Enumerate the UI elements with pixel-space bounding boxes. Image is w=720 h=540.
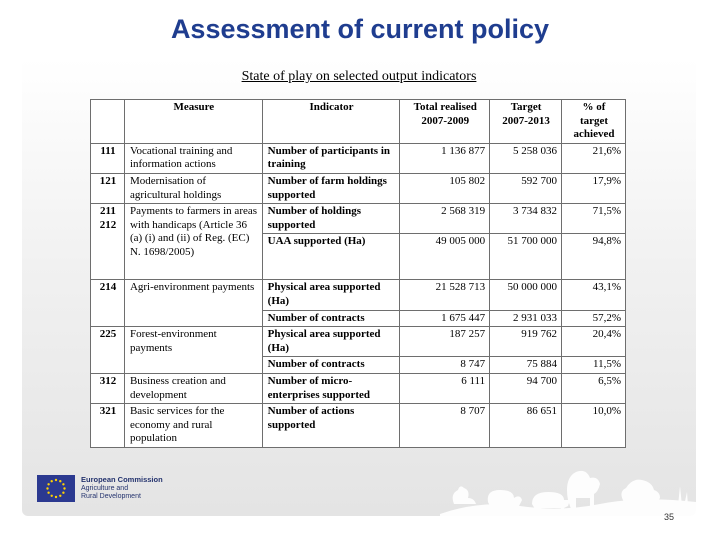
table-row <box>91 280 626 310</box>
table-row <box>91 327 626 357</box>
measure-code-line2: 212 <box>99 218 117 231</box>
header-measure: Measure <box>124 100 262 144</box>
measure-code-line1: 211 <box>100 205 116 218</box>
header-target <box>490 100 562 144</box>
measure-name: Agri-environment payments <box>124 280 262 327</box>
percent-achieved-value: 11,5% <box>562 357 626 374</box>
total-realised-value: 8 707 <box>400 404 490 448</box>
header-pct-line1: % of <box>582 101 606 113</box>
total-realised-value: 6 111 <box>400 373 490 403</box>
header-total-realised <box>400 100 490 144</box>
measure-code: 321 <box>91 404 125 448</box>
indicator-name: Physical area supported (Ha) <box>262 327 400 357</box>
measure-name: Basic services for the economy and rural population <box>124 404 262 448</box>
total-realised-value: 8 747 <box>400 357 490 374</box>
target-value: 94 700 <box>490 373 562 403</box>
target-value: 592 700 <box>490 173 562 203</box>
farm-animals-illustration <box>440 456 696 516</box>
indicator-name: UAA supported (Ha) <box>262 234 400 280</box>
header-total-line2: 2007-2009 <box>421 114 470 127</box>
hen-silhouette <box>453 486 476 504</box>
measure-name: Forest-environment payments <box>124 327 262 374</box>
table-header-row <box>91 100 626 144</box>
target-value: 2 931 033 <box>490 310 562 327</box>
measure-code: 111 <box>91 143 125 173</box>
target-value: 3 734 832 <box>490 204 562 234</box>
header-target-line2: 2007-2013 <box>502 114 550 127</box>
total-realised-value: 2 568 319 <box>400 204 490 234</box>
org-name: European Commission <box>81 475 163 484</box>
percent-achieved-value: 17,9% <box>562 173 626 203</box>
output-indicators-table <box>90 99 626 448</box>
total-realised-value: 105 802 <box>400 173 490 203</box>
total-realised-value: 187 257 <box>400 327 490 357</box>
percent-achieved-value: 94,8% <box>562 234 626 280</box>
indicator-name: Number of participants in training <box>262 143 400 173</box>
header-percent-achieved <box>562 100 626 144</box>
table-row <box>91 204 626 234</box>
measure-code: 214 <box>91 280 125 327</box>
target-value: 5 258 036 <box>490 143 562 173</box>
measure-name: Vocational training and information actions <box>124 143 262 173</box>
indicator-name: Number of micro-enterprises supported <box>262 373 400 403</box>
header-total-line1: Total realised <box>413 101 477 113</box>
table-row <box>91 404 626 448</box>
table-row <box>91 373 626 403</box>
indicator-name: Physical area supported (Ha) <box>262 280 400 310</box>
indicator-name: Number of holdings supported <box>262 204 400 234</box>
percent-achieved-value: 10,0% <box>562 404 626 448</box>
total-realised-value: 1 136 877 <box>400 143 490 173</box>
indicator-name: Number of contracts <box>262 310 400 327</box>
slide-title: Assessment of current policy <box>170 14 550 44</box>
total-realised-value: 1 675 447 <box>400 310 490 327</box>
table-row <box>91 143 626 173</box>
table-row <box>91 173 626 203</box>
header-pct-line2: target <box>579 114 609 127</box>
measure-code: 225 <box>91 327 125 374</box>
target-value: 50 000 000 <box>490 280 562 310</box>
indicator-name: Number of contracts <box>262 357 400 374</box>
target-value: 75 884 <box>490 357 562 374</box>
percent-achieved-value: 21,6% <box>562 143 626 173</box>
total-realised-value: 21 528 713 <box>400 280 490 310</box>
page-number: 35 <box>664 512 675 522</box>
measure-name: Modernisation of agricultural holdings <box>124 173 262 203</box>
measure-name: Payments to farmers in areas with handicaps (Article 36 (a) (i) and (ii) of Reg. (EC) N. 1698/2005) <box>124 204 262 280</box>
eu-org-text <box>81 476 163 502</box>
percent-achieved-value: 43,1% <box>562 280 626 310</box>
target-value: 919 762 <box>490 327 562 357</box>
percent-achieved-value: 20,4% <box>562 327 626 357</box>
table-caption: State of play on selected output indicators <box>241 69 477 84</box>
indicator-name: Number of farm holdings supported <box>262 173 400 203</box>
percent-achieved-value: 57,2% <box>562 310 626 327</box>
measure-code: 121 <box>91 173 125 203</box>
header-pct-line3: achieved <box>573 128 615 141</box>
measure-code: 312 <box>91 373 125 403</box>
measure-name: Business creation and development <box>124 373 262 403</box>
dept-line1: Agriculture and <box>81 484 129 492</box>
percent-achieved-value: 6,5% <box>562 373 626 403</box>
dept-line2: Rural Development <box>81 493 141 501</box>
header-indicator: Indicator <box>262 100 400 144</box>
header-code <box>91 100 125 144</box>
header-target-line1: Target <box>510 101 542 113</box>
target-value: 51 700 000 <box>490 234 562 280</box>
eu-flag-logo <box>37 475 75 502</box>
measure-code <box>91 204 125 280</box>
percent-achieved-value: 71,5% <box>562 204 626 234</box>
indicator-name: Number of actions supported <box>262 404 400 448</box>
total-realised-value: 49 005 000 <box>400 234 490 280</box>
target-value: 86 651 <box>490 404 562 448</box>
